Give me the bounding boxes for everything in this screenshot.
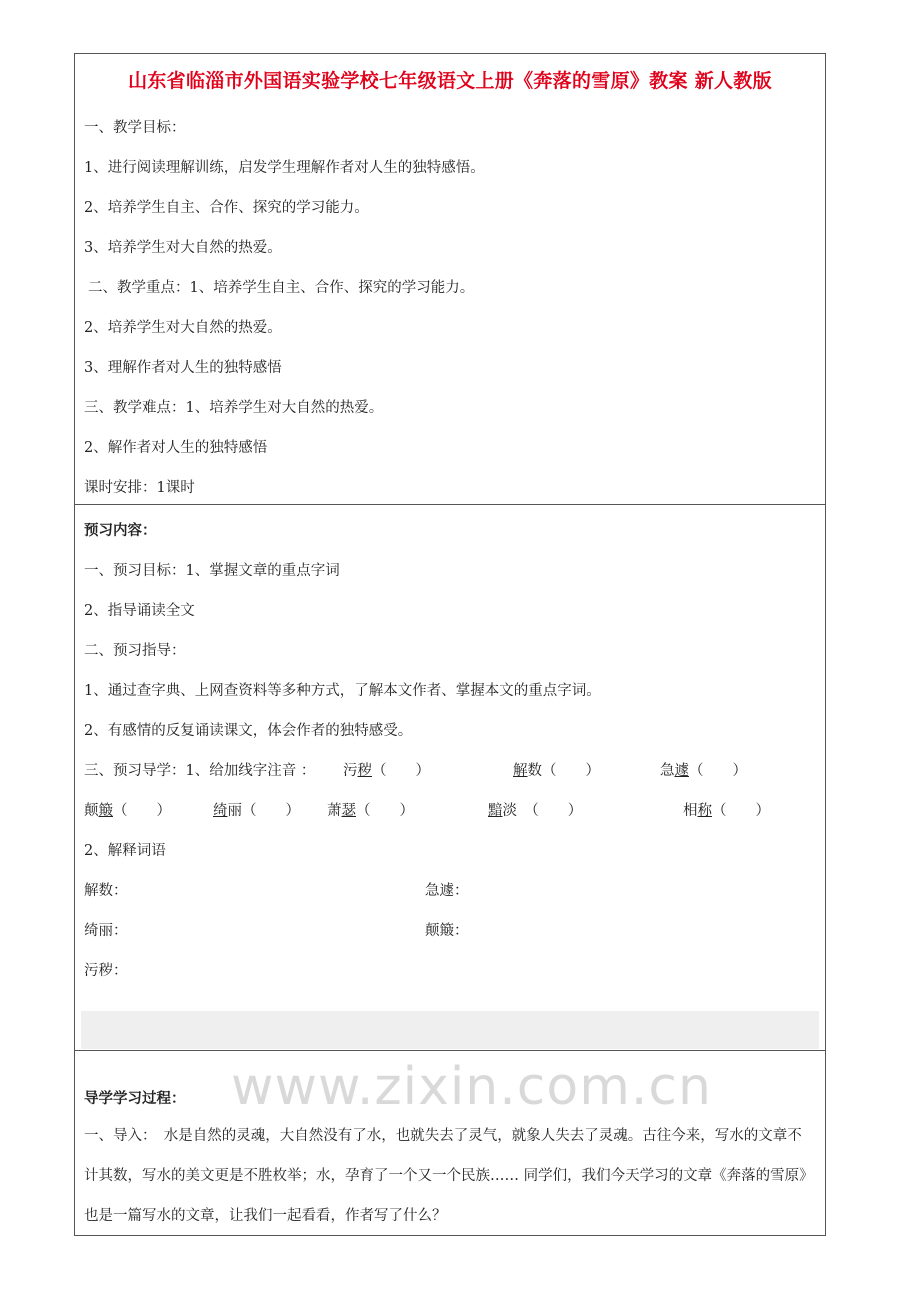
process-heading: 导学学习过程： xyxy=(84,1090,186,1107)
preview-goal-2: 2、指导诵读全文 xyxy=(84,603,195,619)
pinyin-word: 绮丽（ ） xyxy=(213,803,300,819)
objectives-heading: 一、教学目标： xyxy=(84,120,186,136)
objective-2: 2、培养学生自主、合作、探究的学习能力。 xyxy=(84,200,369,216)
preview-heading: 预习内容： xyxy=(84,522,157,539)
term-label: 污秽： xyxy=(84,963,128,979)
term-label: 解数： xyxy=(84,883,128,899)
pinyin-word: 相称（ ） xyxy=(683,803,770,819)
key-points-1: 二、教学重点：1、培养学生自主、合作、探究的学习能力。 xyxy=(88,280,475,296)
objectives-cell xyxy=(75,54,825,504)
term-label: 急遽： xyxy=(425,883,469,899)
class-hours: 课时安排：1课时 xyxy=(84,480,195,496)
pinyin-word: 解数（ ） xyxy=(513,763,600,779)
preview-goal-1: 一、预习目标：1、掌握文章的重点字词 xyxy=(84,563,340,579)
learning-process-cell xyxy=(75,1050,825,1235)
pinyin-word: 污秽（ ） xyxy=(343,763,430,779)
pinyin-word: 急遽（ ） xyxy=(660,763,747,779)
difficulties-2: 2、解作者对人生的独特感悟 xyxy=(84,440,268,456)
explain-heading: 2、解释词语 xyxy=(84,843,166,859)
preview-guide-heading: 二、预习指导： xyxy=(84,643,186,659)
key-points-3: 3、理解作者对人生的独特感悟 xyxy=(84,360,282,376)
document-title: 山东省临淄市外国语实验学校七年级语文上册《奔落的雪原》教案 新人教版 xyxy=(128,70,772,92)
preview-guide-2: 2、有感情的反复诵读课文，体会作者的独特感受。 xyxy=(84,723,413,739)
difficulties-1: 三、教学难点：1、培养学生对大自然的热爱。 xyxy=(84,400,384,416)
pinyin-word: 黯淡 （ ） xyxy=(488,803,583,819)
preview-guide-1: 1、通过查字典、上网查资料等多种方式，了解本文作者、掌握本文的重点字词。 xyxy=(84,683,601,699)
objective-3: 3、培养学生对大自然的热爱。 xyxy=(84,240,282,256)
objective-1: 1、进行阅读理解训练，启发学生理解作者对人生的独特感悟。 xyxy=(84,160,485,176)
intro-paragraph: 一、导入： 水是自然的灵魂，大自然没有了水，也就失去了灵气，就象人失去了灵魂。古往今来，写水的文章不计其数，写水的美文更是不胜枚举；水，孕育了一个又一个民族…… 同学们，我们今天学习的文章《奔落的雪原》也是一篇写水的文章，让我们一起看看，作者写了什么？ xyxy=(84,1128,814,1224)
lesson-plan-table xyxy=(74,53,826,1236)
pinyin-word: 颠簸（ ） xyxy=(84,803,171,819)
shaded-band xyxy=(81,1011,819,1049)
term-label: 颠簸： xyxy=(425,923,469,939)
pinyin-intro: 三、预习导学：1、给加线字注音 ： xyxy=(84,763,316,779)
key-points-2: 2、培养学生对大自然的热爱。 xyxy=(84,320,282,336)
watermark-text: www.zixin.com.cn xyxy=(231,1057,712,1117)
term-label: 绮丽： xyxy=(84,923,128,939)
pinyin-word: 萧瑟（ ） xyxy=(327,803,414,819)
